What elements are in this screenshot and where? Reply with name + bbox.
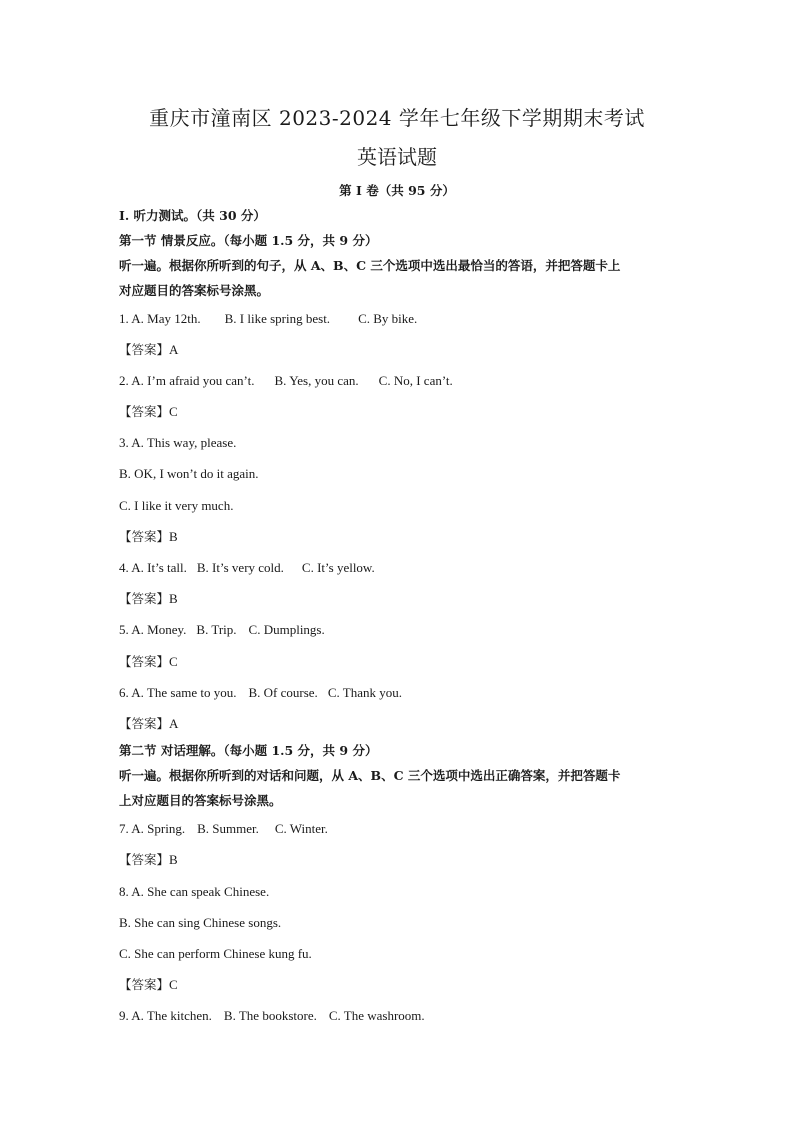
question-9 bbox=[119, 1006, 425, 1026]
q9-option-a: 9. A. The kitchen. bbox=[119, 1008, 212, 1023]
q8-option-a: 8. A. She can speak Chinese. bbox=[119, 884, 270, 899]
q5-answer bbox=[119, 652, 178, 672]
q3-answer bbox=[119, 527, 178, 547]
q3-option-c: C. I like it very much. bbox=[119, 498, 234, 513]
q7-answer-value: B bbox=[169, 852, 178, 867]
q1-option-c: C. By bike. bbox=[358, 311, 418, 326]
question-7 bbox=[119, 819, 328, 839]
q2-answer bbox=[119, 402, 178, 422]
answer-label: 【答案】 bbox=[119, 852, 170, 867]
q6-option-a: 6. A. The same to you. bbox=[119, 685, 237, 700]
q5-option-a: 5. A. Money. bbox=[119, 622, 187, 637]
q3-option-a: 3. A. This way, please. bbox=[119, 435, 237, 450]
answer-label: 【答案】 bbox=[119, 342, 170, 357]
answer-label: 【答案】 bbox=[119, 654, 170, 669]
q2-answer-value: C bbox=[169, 404, 178, 419]
q8-option-c: C. She can perform Chinese kung fu. bbox=[119, 946, 312, 961]
section2-instruction-line1: 听一遍。根据你所听到的对话和问题，从 A、B、C 三个选项中选出正确答案，并把答题卡 bbox=[119, 768, 621, 783]
q5-option-c: C. Dumplings. bbox=[248, 622, 325, 637]
q4-option-b: B. It’s very cold. bbox=[196, 560, 284, 575]
q4-option-a: 4. A. It’s tall. bbox=[119, 560, 187, 575]
q1-option-a: 1. A. May 12th. bbox=[119, 311, 201, 326]
page-subtitle: 英语试题 bbox=[357, 145, 437, 169]
q6-answer-value: A bbox=[169, 716, 179, 731]
answer-label: 【答案】 bbox=[119, 591, 170, 606]
question-5 bbox=[119, 620, 325, 640]
answer-label: 【答案】 bbox=[119, 977, 170, 992]
section1-instruction-line2: 对应题目的答案标号涂黑。 bbox=[119, 283, 270, 298]
answer-label: 【答案】 bbox=[119, 404, 170, 419]
q4-answer bbox=[119, 589, 178, 609]
part1-heading: Ⅰ. 听力测试。（共 30 分） bbox=[119, 208, 266, 223]
q6-answer bbox=[119, 714, 178, 734]
question-6 bbox=[119, 683, 402, 703]
q2-option-b: B. Yes, you can. bbox=[274, 373, 359, 388]
q5-answer-value: C bbox=[169, 654, 178, 669]
section2-heading: 第二节 对话理解。（每小题 1.5 分，共 9 分） bbox=[119, 743, 378, 758]
q1-answer-value: A bbox=[169, 342, 179, 357]
q7-answer bbox=[119, 850, 178, 870]
section1-instruction-line1: 听一遍。根据你所听到的句子，从 A、B、C 三个选项中选出最恰当的答语，并把答题卡上 bbox=[119, 258, 621, 273]
answer-label: 【答案】 bbox=[119, 716, 170, 731]
q6-option-b: B. Of course. bbox=[248, 685, 318, 700]
section1-heading: 第一节 情景反应。（每小题 1.5 分，共 9 分） bbox=[119, 233, 378, 248]
q8-answer-value: C bbox=[169, 977, 178, 992]
q8-answer bbox=[119, 975, 178, 995]
q2-option-c: C. No, I can’t. bbox=[378, 373, 453, 388]
q1-answer bbox=[119, 340, 178, 360]
section2-instruction-line2: 上对应题目的答案标号涂黑。 bbox=[119, 793, 282, 808]
q4-option-c: C. It’s yellow. bbox=[301, 560, 375, 575]
q2-option-a: 2. A. I’m afraid you can’t. bbox=[119, 373, 255, 388]
volume-heading: 第 I 卷（共 95 分） bbox=[339, 183, 455, 198]
q8-option-b: B. She can sing Chinese songs. bbox=[119, 915, 282, 930]
page-title: 重庆市潼南区 2023-2024 学年七年级下学期期末考试 bbox=[149, 106, 645, 130]
q3-option-b: B. OK, I won’t do it again. bbox=[119, 466, 259, 481]
q7-option-a: 7. A. Spring. bbox=[119, 821, 186, 836]
q4-answer-value: B bbox=[169, 591, 178, 606]
question-2 bbox=[119, 371, 453, 391]
q9-option-b: B. The bookstore. bbox=[223, 1008, 317, 1023]
question-4 bbox=[119, 558, 375, 578]
q3-answer-value: B bbox=[169, 529, 178, 544]
q7-option-c: C. Winter. bbox=[274, 821, 328, 836]
q5-option-b: B. Trip. bbox=[196, 622, 237, 637]
q1-option-b: B. I like spring best. bbox=[224, 311, 331, 326]
q6-option-c: C. Thank you. bbox=[327, 685, 402, 700]
q9-option-c: C. The washroom. bbox=[328, 1008, 425, 1023]
question-1 bbox=[119, 309, 417, 329]
q7-option-b: B. Summer. bbox=[197, 821, 259, 836]
answer-label: 【答案】 bbox=[119, 529, 170, 544]
